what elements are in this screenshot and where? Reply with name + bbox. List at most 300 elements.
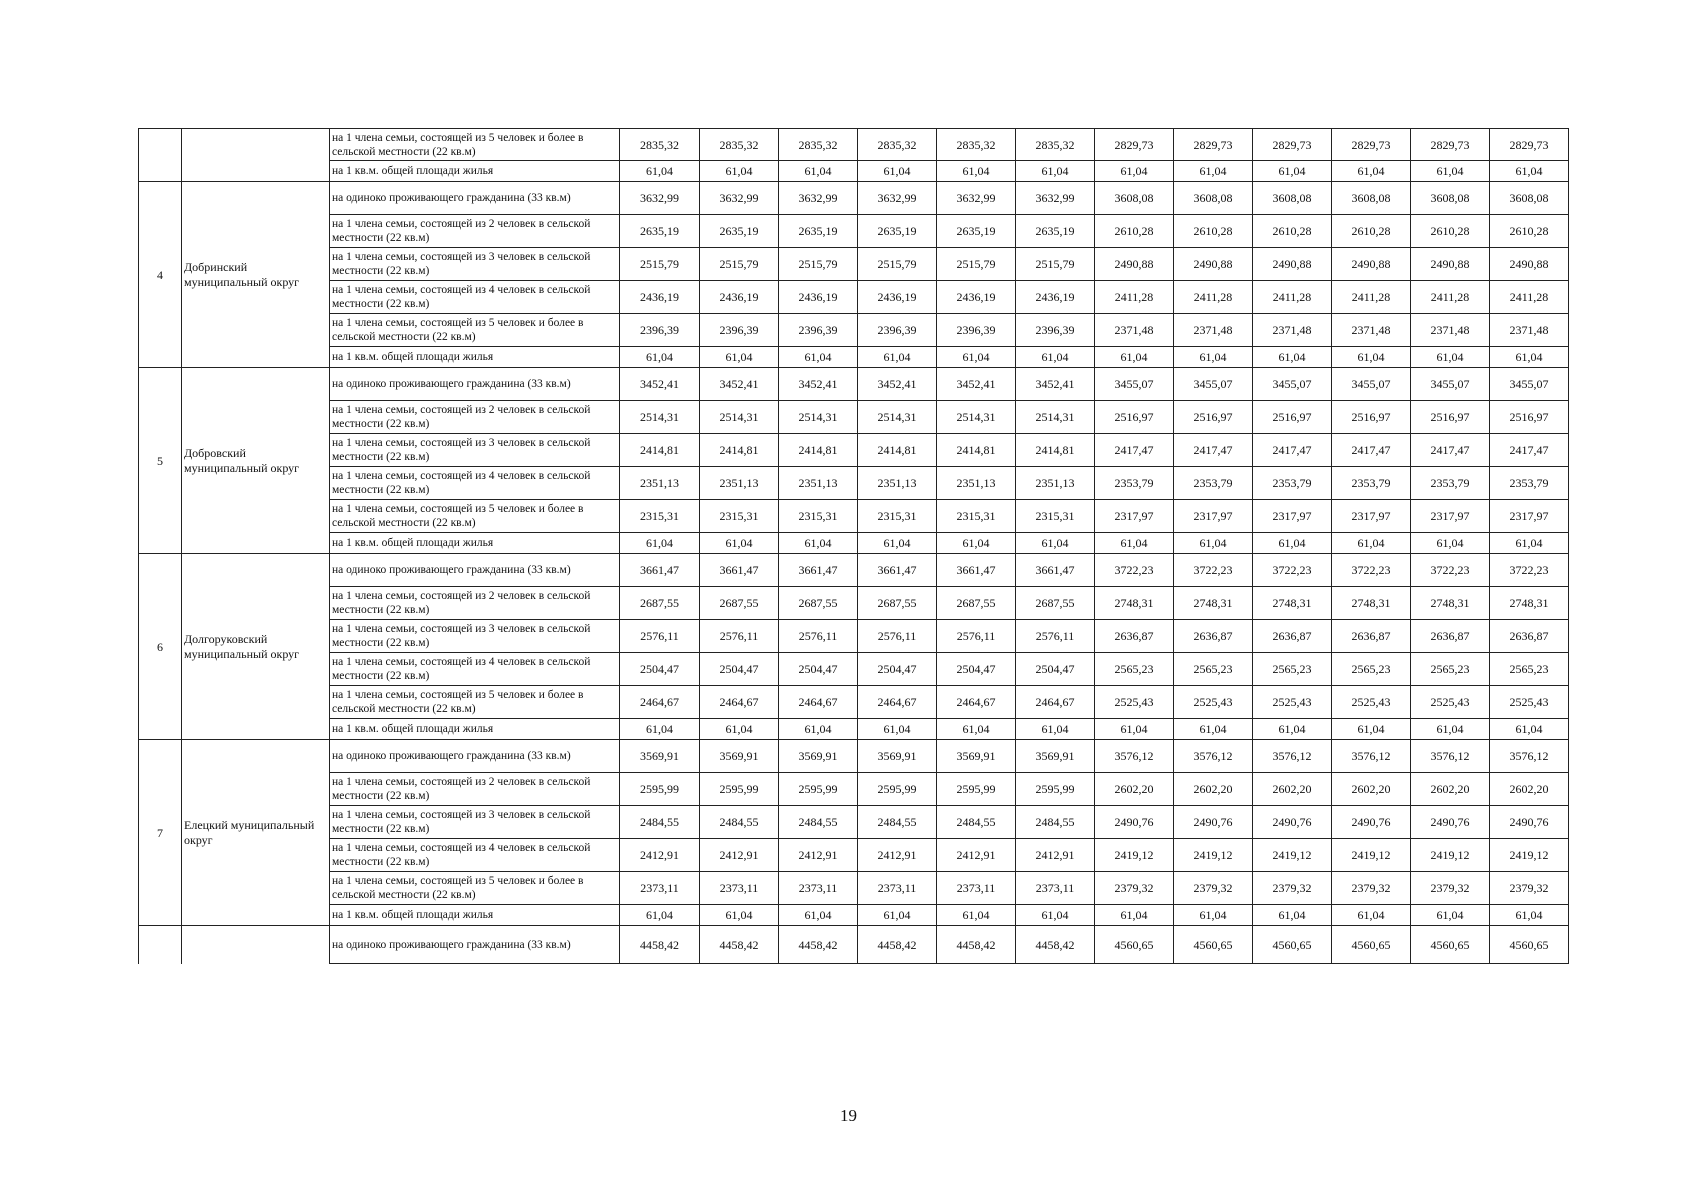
value-cell: 2412,91 bbox=[1016, 839, 1095, 872]
table-row bbox=[139, 653, 1569, 686]
value-cell: 61,04 bbox=[779, 905, 858, 926]
value-cell: 2490,76 bbox=[1253, 806, 1332, 839]
value-cell: 2414,81 bbox=[779, 434, 858, 467]
value-cell: 2514,31 bbox=[1016, 401, 1095, 434]
value-cell: 2576,11 bbox=[937, 620, 1016, 653]
value-cell: 2576,11 bbox=[620, 620, 700, 653]
value-cell: 2525,43 bbox=[1332, 686, 1411, 719]
value-cell: 3569,91 bbox=[700, 740, 779, 773]
row-label: на одиноко проживающего гражданина (33 кв.м) bbox=[330, 554, 620, 587]
value-cell: 2315,31 bbox=[620, 500, 700, 533]
value-cell: 2414,81 bbox=[620, 434, 700, 467]
value-cell: 61,04 bbox=[1174, 533, 1253, 554]
value-cell: 2417,47 bbox=[1174, 434, 1253, 467]
row-label: на одиноко проживающего гражданина (33 кв.м) bbox=[330, 926, 620, 964]
value-cell: 3452,41 bbox=[937, 368, 1016, 401]
value-cell: 2516,97 bbox=[1174, 401, 1253, 434]
value-cell: 3569,91 bbox=[1016, 740, 1095, 773]
value-cell: 2315,31 bbox=[700, 500, 779, 533]
value-cell: 2379,32 bbox=[1411, 872, 1490, 905]
value-cell: 2351,13 bbox=[700, 467, 779, 500]
value-cell: 61,04 bbox=[1095, 347, 1174, 368]
value-cell: 2412,91 bbox=[700, 839, 779, 872]
value-cell: 2516,97 bbox=[1253, 401, 1332, 434]
value-cell: 3576,12 bbox=[1253, 740, 1332, 773]
value-cell: 2417,47 bbox=[1332, 434, 1411, 467]
value-cell: 2351,13 bbox=[620, 467, 700, 500]
value-cell: 61,04 bbox=[858, 161, 937, 182]
value-cell: 61,04 bbox=[1095, 719, 1174, 740]
value-cell: 2353,79 bbox=[1095, 467, 1174, 500]
value-cell: 2516,97 bbox=[1490, 401, 1569, 434]
value-cell: 2636,87 bbox=[1332, 620, 1411, 653]
value-cell: 61,04 bbox=[1174, 905, 1253, 926]
value-cell: 2353,79 bbox=[1174, 467, 1253, 500]
value-cell: 2412,91 bbox=[858, 839, 937, 872]
value-cell: 61,04 bbox=[1411, 533, 1490, 554]
value-cell: 61,04 bbox=[858, 347, 937, 368]
table-row bbox=[139, 467, 1569, 500]
value-cell: 61,04 bbox=[1016, 905, 1095, 926]
value-cell: 2565,23 bbox=[1095, 653, 1174, 686]
row-label: на 1 члена семьи, состоящей из 5 человек и более в сельской местности (22 кв.м) bbox=[330, 314, 620, 347]
table-row bbox=[139, 500, 1569, 533]
row-label: на 1 члена семьи, состоящей из 2 человек в сельской местности (22 кв.м) bbox=[330, 773, 620, 806]
value-cell: 2602,20 bbox=[1490, 773, 1569, 806]
value-cell: 61,04 bbox=[779, 533, 858, 554]
value-cell: 2504,47 bbox=[937, 653, 1016, 686]
value-cell: 2396,39 bbox=[1016, 314, 1095, 347]
row-label: на одиноко проживающего гражданина (33 кв.м) bbox=[330, 182, 620, 215]
value-cell: 3569,91 bbox=[620, 740, 700, 773]
value-cell: 3455,07 bbox=[1332, 368, 1411, 401]
value-cell: 2515,79 bbox=[700, 248, 779, 281]
value-cell: 61,04 bbox=[700, 719, 779, 740]
value-cell: 2835,32 bbox=[700, 129, 779, 161]
value-cell: 61,04 bbox=[937, 533, 1016, 554]
value-cell: 61,04 bbox=[1332, 347, 1411, 368]
value-cell: 2484,55 bbox=[779, 806, 858, 839]
value-cell: 2595,99 bbox=[700, 773, 779, 806]
value-cell: 3608,08 bbox=[1095, 182, 1174, 215]
value-cell: 2636,87 bbox=[1174, 620, 1253, 653]
value-cell: 2490,88 bbox=[1411, 248, 1490, 281]
table-row bbox=[139, 182, 1569, 215]
value-cell: 61,04 bbox=[858, 905, 937, 926]
value-cell: 3608,08 bbox=[1411, 182, 1490, 215]
value-cell: 2373,11 bbox=[779, 872, 858, 905]
value-cell: 2490,76 bbox=[1174, 806, 1253, 839]
value-cell: 2396,39 bbox=[620, 314, 700, 347]
value-cell: 2315,31 bbox=[1016, 500, 1095, 533]
row-label: на 1 члена семьи, состоящей из 2 человек в сельской местности (22 кв.м) bbox=[330, 215, 620, 248]
row-label: на 1 члена семьи, состоящей из 5 человек и более в сельской местности (22 кв.м) bbox=[330, 129, 620, 161]
value-cell: 2635,19 bbox=[700, 215, 779, 248]
value-cell: 61,04 bbox=[620, 533, 700, 554]
value-cell: 61,04 bbox=[1016, 533, 1095, 554]
value-cell: 2835,32 bbox=[1016, 129, 1095, 161]
value-cell: 2636,87 bbox=[1490, 620, 1569, 653]
value-cell: 2490,88 bbox=[1095, 248, 1174, 281]
value-cell: 3661,47 bbox=[1016, 554, 1095, 587]
value-cell: 4560,65 bbox=[1253, 926, 1332, 964]
value-cell: 3722,23 bbox=[1490, 554, 1569, 587]
row-index-cell bbox=[139, 926, 182, 964]
value-cell: 3632,99 bbox=[937, 182, 1016, 215]
value-cell: 2504,47 bbox=[1016, 653, 1095, 686]
row-label: на 1 кв.м. общей площади жилья bbox=[330, 347, 620, 368]
value-cell: 2687,55 bbox=[1016, 587, 1095, 620]
value-cell: 61,04 bbox=[937, 905, 1016, 926]
value-cell: 2490,88 bbox=[1253, 248, 1332, 281]
value-cell: 2484,55 bbox=[1016, 806, 1095, 839]
value-cell: 61,04 bbox=[1016, 719, 1095, 740]
value-cell: 61,04 bbox=[779, 347, 858, 368]
value-cell: 2504,47 bbox=[779, 653, 858, 686]
value-cell: 2748,31 bbox=[1174, 587, 1253, 620]
value-cell: 2602,20 bbox=[1332, 773, 1411, 806]
value-cell: 61,04 bbox=[1095, 161, 1174, 182]
value-cell: 3455,07 bbox=[1174, 368, 1253, 401]
value-cell: 2565,23 bbox=[1253, 653, 1332, 686]
value-cell: 2565,23 bbox=[1174, 653, 1253, 686]
value-cell: 2411,28 bbox=[1332, 281, 1411, 314]
value-cell: 2411,28 bbox=[1253, 281, 1332, 314]
table-row bbox=[139, 347, 1569, 368]
value-cell: 3452,41 bbox=[779, 368, 858, 401]
value-cell: 2414,81 bbox=[937, 434, 1016, 467]
value-cell: 2464,67 bbox=[700, 686, 779, 719]
value-cell: 2595,99 bbox=[779, 773, 858, 806]
value-cell: 2317,97 bbox=[1095, 500, 1174, 533]
value-cell: 2829,73 bbox=[1095, 129, 1174, 161]
row-label: на 1 члена семьи, состоящей из 4 человек в сельской местности (22 кв.м) bbox=[330, 281, 620, 314]
value-cell: 2635,19 bbox=[779, 215, 858, 248]
value-cell: 3722,23 bbox=[1095, 554, 1174, 587]
row-label: на 1 кв.м. общей площади жилья bbox=[330, 533, 620, 554]
value-cell: 2515,79 bbox=[858, 248, 937, 281]
row-label: на 1 члена семьи, состоящей из 2 человек в сельской местности (22 кв.м) bbox=[330, 587, 620, 620]
value-cell: 61,04 bbox=[1490, 719, 1569, 740]
value-cell: 2317,97 bbox=[1490, 500, 1569, 533]
table-row bbox=[139, 587, 1569, 620]
value-cell: 4458,42 bbox=[858, 926, 937, 964]
value-cell: 3576,12 bbox=[1095, 740, 1174, 773]
value-cell: 3452,41 bbox=[858, 368, 937, 401]
value-cell: 3632,99 bbox=[858, 182, 937, 215]
value-cell: 2595,99 bbox=[1016, 773, 1095, 806]
row-label: на 1 члена семьи, состоящей из 5 человек и более в сельской местности (22 кв.м) bbox=[330, 500, 620, 533]
value-cell: 3576,12 bbox=[1332, 740, 1411, 773]
value-cell: 2635,19 bbox=[937, 215, 1016, 248]
value-cell: 61,04 bbox=[1490, 905, 1569, 926]
value-cell: 61,04 bbox=[937, 161, 1016, 182]
value-cell: 3661,47 bbox=[779, 554, 858, 587]
value-cell: 2635,19 bbox=[1016, 215, 1095, 248]
value-cell: 2484,55 bbox=[937, 806, 1016, 839]
row-label: на 1 члена семьи, состоящей из 4 человек в сельской местности (22 кв.м) bbox=[330, 653, 620, 686]
value-cell: 2417,47 bbox=[1095, 434, 1174, 467]
value-cell: 2829,73 bbox=[1174, 129, 1253, 161]
value-cell: 2411,28 bbox=[1411, 281, 1490, 314]
value-cell: 2504,47 bbox=[620, 653, 700, 686]
value-cell: 3576,12 bbox=[1411, 740, 1490, 773]
value-cell: 2687,55 bbox=[858, 587, 937, 620]
value-cell: 2687,55 bbox=[779, 587, 858, 620]
value-cell: 2351,13 bbox=[779, 467, 858, 500]
value-cell: 2748,31 bbox=[1095, 587, 1174, 620]
value-cell: 61,04 bbox=[620, 161, 700, 182]
value-cell: 2687,55 bbox=[700, 587, 779, 620]
value-cell: 2525,43 bbox=[1095, 686, 1174, 719]
value-cell: 2835,32 bbox=[937, 129, 1016, 161]
value-cell: 61,04 bbox=[1253, 905, 1332, 926]
value-cell: 3569,91 bbox=[937, 740, 1016, 773]
table-row bbox=[139, 401, 1569, 434]
value-cell: 61,04 bbox=[1411, 719, 1490, 740]
district-name-cell: Добровский муниципальный округ bbox=[182, 368, 330, 554]
value-cell: 3632,99 bbox=[620, 182, 700, 215]
value-cell: 2436,19 bbox=[620, 281, 700, 314]
value-cell: 3632,99 bbox=[779, 182, 858, 215]
row-index-cell: 6 bbox=[139, 554, 182, 740]
value-cell: 3608,08 bbox=[1490, 182, 1569, 215]
table-row bbox=[139, 215, 1569, 248]
value-cell: 3452,41 bbox=[1016, 368, 1095, 401]
value-cell: 2514,31 bbox=[858, 401, 937, 434]
value-cell: 2835,32 bbox=[858, 129, 937, 161]
value-cell: 2484,55 bbox=[858, 806, 937, 839]
value-cell: 2514,31 bbox=[779, 401, 858, 434]
table-row bbox=[139, 773, 1569, 806]
value-cell: 2515,79 bbox=[1016, 248, 1095, 281]
value-cell: 2525,43 bbox=[1253, 686, 1332, 719]
value-cell: 3576,12 bbox=[1490, 740, 1569, 773]
value-cell: 2371,48 bbox=[1095, 314, 1174, 347]
value-cell: 2525,43 bbox=[1411, 686, 1490, 719]
table-row bbox=[139, 554, 1569, 587]
value-cell: 2610,28 bbox=[1332, 215, 1411, 248]
value-cell: 2595,99 bbox=[620, 773, 700, 806]
value-cell: 2687,55 bbox=[937, 587, 1016, 620]
value-cell: 2379,32 bbox=[1490, 872, 1569, 905]
table-row bbox=[139, 926, 1569, 964]
value-cell: 4458,42 bbox=[937, 926, 1016, 964]
row-label: на 1 члена семьи, состоящей из 2 человек в сельской местности (22 кв.м) bbox=[330, 401, 620, 434]
value-cell: 2610,28 bbox=[1253, 215, 1332, 248]
value-cell: 2835,32 bbox=[620, 129, 700, 161]
value-cell: 2396,39 bbox=[937, 314, 1016, 347]
value-cell: 2490,88 bbox=[1332, 248, 1411, 281]
value-cell: 2576,11 bbox=[858, 620, 937, 653]
value-cell: 2565,23 bbox=[1332, 653, 1411, 686]
value-cell: 2353,79 bbox=[1411, 467, 1490, 500]
value-cell: 2419,12 bbox=[1411, 839, 1490, 872]
value-cell: 2379,32 bbox=[1095, 872, 1174, 905]
value-cell: 3576,12 bbox=[1174, 740, 1253, 773]
value-cell: 2317,97 bbox=[1332, 500, 1411, 533]
value-cell: 61,04 bbox=[700, 347, 779, 368]
price-table bbox=[138, 128, 1569, 964]
value-cell: 61,04 bbox=[937, 347, 1016, 368]
value-cell: 3452,41 bbox=[700, 368, 779, 401]
value-cell: 61,04 bbox=[1411, 161, 1490, 182]
table-row bbox=[139, 740, 1569, 773]
value-cell: 2436,19 bbox=[779, 281, 858, 314]
value-cell: 2748,31 bbox=[1411, 587, 1490, 620]
value-cell: 3452,41 bbox=[620, 368, 700, 401]
value-cell: 4458,42 bbox=[779, 926, 858, 964]
value-cell: 2411,28 bbox=[1095, 281, 1174, 314]
value-cell: 2602,20 bbox=[1411, 773, 1490, 806]
value-cell: 3722,23 bbox=[1253, 554, 1332, 587]
value-cell: 4560,65 bbox=[1332, 926, 1411, 964]
value-cell: 2610,28 bbox=[1490, 215, 1569, 248]
value-cell: 2373,11 bbox=[937, 872, 1016, 905]
value-cell: 2414,81 bbox=[700, 434, 779, 467]
value-cell: 2396,39 bbox=[858, 314, 937, 347]
value-cell: 2396,39 bbox=[779, 314, 858, 347]
row-label: на 1 члена семьи, состоящей из 4 человек в сельской местности (22 кв.м) bbox=[330, 839, 620, 872]
value-cell: 61,04 bbox=[1332, 161, 1411, 182]
value-cell: 2411,28 bbox=[1490, 281, 1569, 314]
value-cell: 2371,48 bbox=[1174, 314, 1253, 347]
value-cell: 2748,31 bbox=[1253, 587, 1332, 620]
value-cell: 2748,31 bbox=[1490, 587, 1569, 620]
value-cell: 2373,11 bbox=[620, 872, 700, 905]
value-cell: 61,04 bbox=[620, 905, 700, 926]
table-row bbox=[139, 839, 1569, 872]
value-cell: 2464,67 bbox=[858, 686, 937, 719]
table-row bbox=[139, 533, 1569, 554]
row-label: на 1 члена семьи, состоящей из 3 человек в сельской местности (22 кв.м) bbox=[330, 434, 620, 467]
district-name-cell bbox=[182, 926, 330, 964]
value-cell: 2748,31 bbox=[1332, 587, 1411, 620]
value-cell: 3455,07 bbox=[1490, 368, 1569, 401]
value-cell: 2396,39 bbox=[700, 314, 779, 347]
value-cell: 2436,19 bbox=[937, 281, 1016, 314]
value-cell: 2829,73 bbox=[1332, 129, 1411, 161]
value-cell: 2516,97 bbox=[1411, 401, 1490, 434]
value-cell: 2315,31 bbox=[937, 500, 1016, 533]
page-number: 19 bbox=[840, 1106, 857, 1125]
value-cell: 2419,12 bbox=[1095, 839, 1174, 872]
value-cell: 4560,65 bbox=[1411, 926, 1490, 964]
value-cell: 61,04 bbox=[1253, 347, 1332, 368]
value-cell: 2504,47 bbox=[858, 653, 937, 686]
value-cell: 2516,97 bbox=[1332, 401, 1411, 434]
value-cell: 4560,65 bbox=[1095, 926, 1174, 964]
value-cell: 3455,07 bbox=[1253, 368, 1332, 401]
value-cell: 2490,88 bbox=[1490, 248, 1569, 281]
row-index-cell: 4 bbox=[139, 182, 182, 368]
value-cell: 2576,11 bbox=[700, 620, 779, 653]
value-cell: 61,04 bbox=[858, 533, 937, 554]
value-cell: 2595,99 bbox=[937, 773, 1016, 806]
value-cell: 2414,81 bbox=[858, 434, 937, 467]
value-cell: 2315,31 bbox=[779, 500, 858, 533]
value-cell: 3569,91 bbox=[858, 740, 937, 773]
value-cell: 61,04 bbox=[1332, 719, 1411, 740]
value-cell: 2373,11 bbox=[700, 872, 779, 905]
value-cell: 2353,79 bbox=[1253, 467, 1332, 500]
value-cell: 2371,48 bbox=[1253, 314, 1332, 347]
value-cell: 3722,23 bbox=[1332, 554, 1411, 587]
value-cell: 2379,32 bbox=[1332, 872, 1411, 905]
value-cell: 4458,42 bbox=[1016, 926, 1095, 964]
value-cell: 2412,91 bbox=[620, 839, 700, 872]
row-index-cell: 5 bbox=[139, 368, 182, 554]
value-cell: 61,04 bbox=[1490, 347, 1569, 368]
value-cell: 2525,43 bbox=[1490, 686, 1569, 719]
value-cell: 4458,42 bbox=[620, 926, 700, 964]
table-row bbox=[139, 905, 1569, 926]
value-cell: 2602,20 bbox=[1253, 773, 1332, 806]
value-cell: 2417,47 bbox=[1490, 434, 1569, 467]
value-cell: 2525,43 bbox=[1174, 686, 1253, 719]
value-cell: 3661,47 bbox=[937, 554, 1016, 587]
value-cell: 2373,11 bbox=[858, 872, 937, 905]
row-index-cell bbox=[139, 129, 182, 182]
value-cell: 2576,11 bbox=[1016, 620, 1095, 653]
value-cell: 3722,23 bbox=[1411, 554, 1490, 587]
value-cell: 3661,47 bbox=[858, 554, 937, 587]
row-label: на 1 кв.м. общей площади жилья bbox=[330, 161, 620, 182]
value-cell: 61,04 bbox=[620, 347, 700, 368]
value-cell: 2317,97 bbox=[1174, 500, 1253, 533]
value-cell: 2464,67 bbox=[620, 686, 700, 719]
value-cell: 61,04 bbox=[779, 719, 858, 740]
value-cell: 2351,13 bbox=[1016, 467, 1095, 500]
value-cell: 2464,67 bbox=[937, 686, 1016, 719]
row-index-cell: 7 bbox=[139, 740, 182, 926]
value-cell: 61,04 bbox=[1174, 161, 1253, 182]
value-cell: 61,04 bbox=[1332, 905, 1411, 926]
row-label: на 1 кв.м. общей площади жилья bbox=[330, 719, 620, 740]
value-cell: 2412,91 bbox=[937, 839, 1016, 872]
value-cell: 2417,47 bbox=[1411, 434, 1490, 467]
value-cell: 2436,19 bbox=[700, 281, 779, 314]
value-cell: 3569,91 bbox=[779, 740, 858, 773]
value-cell: 2829,73 bbox=[1490, 129, 1569, 161]
value-cell: 2565,23 bbox=[1411, 653, 1490, 686]
value-cell: 2515,79 bbox=[620, 248, 700, 281]
value-cell: 3632,99 bbox=[700, 182, 779, 215]
value-cell: 2602,20 bbox=[1174, 773, 1253, 806]
value-cell: 2514,31 bbox=[700, 401, 779, 434]
value-cell: 2829,73 bbox=[1411, 129, 1490, 161]
value-cell: 2379,32 bbox=[1253, 872, 1332, 905]
value-cell: 61,04 bbox=[1411, 905, 1490, 926]
value-cell: 3661,47 bbox=[620, 554, 700, 587]
district-name-cell: Елецкий муниципальный округ bbox=[182, 740, 330, 926]
value-cell: 61,04 bbox=[858, 719, 937, 740]
value-cell: 61,04 bbox=[1490, 161, 1569, 182]
table-row bbox=[139, 248, 1569, 281]
value-cell: 2464,67 bbox=[779, 686, 858, 719]
value-cell: 61,04 bbox=[1253, 719, 1332, 740]
value-cell: 2635,19 bbox=[620, 215, 700, 248]
value-cell: 3632,99 bbox=[1016, 182, 1095, 215]
table-row bbox=[139, 314, 1569, 347]
value-cell: 3661,47 bbox=[700, 554, 779, 587]
row-label: на одиноко проживающего гражданина (33 кв.м) bbox=[330, 368, 620, 401]
value-cell: 2411,28 bbox=[1174, 281, 1253, 314]
value-cell: 61,04 bbox=[779, 161, 858, 182]
value-cell: 2636,87 bbox=[1253, 620, 1332, 653]
value-cell: 2351,13 bbox=[858, 467, 937, 500]
value-cell: 2412,91 bbox=[779, 839, 858, 872]
